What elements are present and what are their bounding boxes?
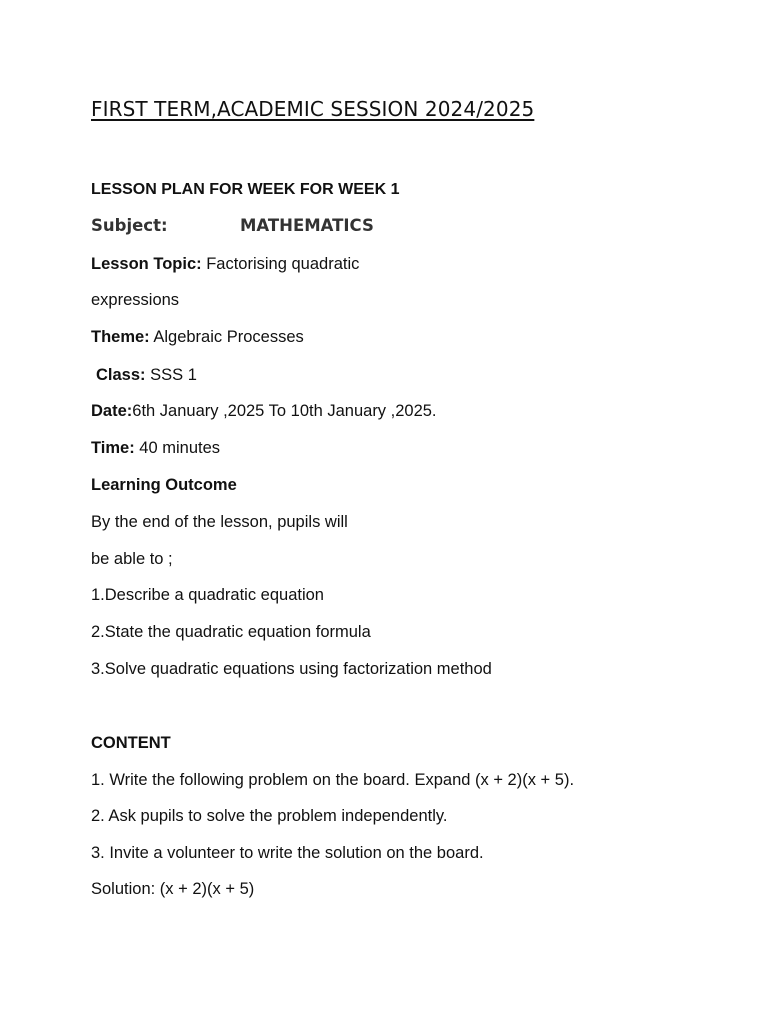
outcome-item: 3.Solve quadratic equations using factorization method [91, 660, 492, 678]
outcome-item: 2.State the quadratic equation formula [91, 623, 371, 641]
lesson-topic-continuation: expressions [91, 291, 180, 309]
time-value: 40 minutes [134, 439, 221, 457]
class-row [96, 365, 197, 385]
subject-label: Subject: [91, 216, 168, 235]
content-item: 1. Write the following problem on the board. Expand (x + 2)(x + 5). [91, 771, 575, 789]
theme-row [91, 327, 304, 347]
subject-value: MATHEMATICS [240, 216, 374, 235]
theme-value: Algebraic Processes [149, 328, 304, 346]
date-row [91, 401, 437, 421]
outcome-item: 1.Describe a quadratic equation [91, 586, 324, 604]
content-item: 3. Invite a volunteer to write the solution on the board. [91, 844, 484, 862]
content-item: 2. Ask pupils to solve the problem independently. [91, 807, 448, 825]
subject-row [91, 216, 374, 236]
theme-label: Theme: [91, 328, 150, 346]
date-label: Date: [91, 402, 133, 420]
learning-outcome-heading: Learning Outcome [91, 476, 237, 494]
learning-outcome-intro: By the end of the lesson, pupils will [91, 513, 348, 531]
session-title: FIRST TERM,ACADEMIC SESSION 2024/2025 [91, 97, 535, 121]
content-heading: CONTENT [91, 734, 171, 752]
class-label: Class: [96, 366, 146, 384]
lesson-topic-label: Lesson Topic: [91, 255, 202, 273]
class-value: SSS 1 [145, 366, 197, 384]
solution-line: Solution: (x + 2)(x + 5) [91, 880, 255, 898]
lesson-topic-value: Factorising quadratic [201, 255, 360, 273]
learning-outcome-intro-continuation: be able to ; [91, 550, 173, 568]
lesson-topic-row [91, 254, 359, 274]
time-row [91, 438, 220, 458]
date-value: 6th January ,2025 To 10th January ,2025. [132, 402, 437, 420]
lesson-plan-heading: LESSON PLAN FOR WEEK FOR WEEK 1 [91, 181, 400, 198]
time-label: Time: [91, 439, 135, 457]
